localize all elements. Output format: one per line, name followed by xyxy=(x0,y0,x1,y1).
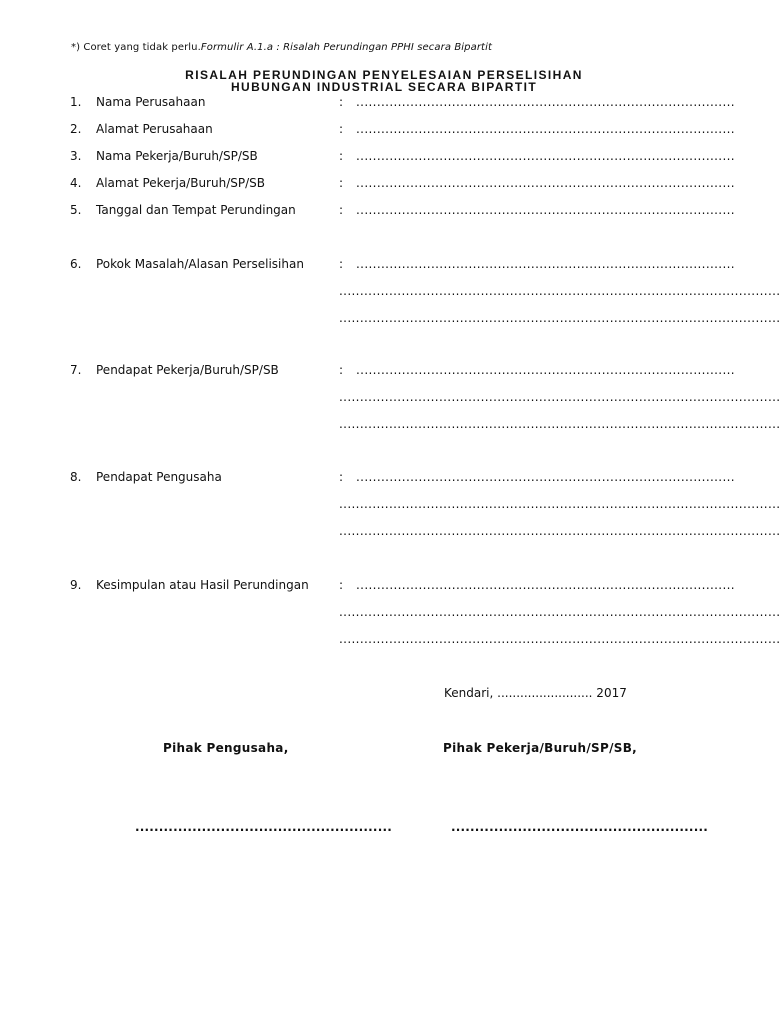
field-colon: : xyxy=(339,578,344,592)
fill-in-line: ........................................................................................... xyxy=(356,203,735,217)
field-colon: : xyxy=(339,363,344,377)
fill-in-line: .......................................................................................................... xyxy=(339,524,780,538)
field-colon: : xyxy=(339,470,344,484)
field-number: 6. xyxy=(70,257,82,271)
field-label: Nama Perusahaan xyxy=(96,95,206,109)
field-label: Tanggal dan Tempat Perundingan xyxy=(96,203,296,217)
worker-signatory-label: Pihak Pekerja/Buruh/SP/SB, xyxy=(443,741,637,755)
field-label: Pendapat Pekerja/Buruh/SP/SB xyxy=(96,363,279,377)
field-colon: : xyxy=(339,149,344,163)
employer-signatory-label: Pihak Pengusaha, xyxy=(163,741,289,755)
fill-in-line: ........................................................................................... xyxy=(356,578,735,592)
fill-in-line: ........................................................................................... xyxy=(356,470,735,484)
worker-signature-line: ...................................................... xyxy=(451,820,708,834)
field-number: 3. xyxy=(70,149,82,163)
field-number: 8. xyxy=(70,470,82,484)
fill-in-line: .......................................................................................................... xyxy=(339,497,780,511)
field-colon: : xyxy=(339,203,344,217)
document-title-line-2: HUBUNGAN INDUSTRIAL SECARA BIPARTIT xyxy=(230,80,538,94)
field-label: Pendapat Pengusaha xyxy=(96,470,222,484)
field-label: Pokok Masalah/Alasan Perselisihan xyxy=(96,257,304,271)
field-colon: : xyxy=(339,176,344,190)
fill-in-line: .......................................................................................................... xyxy=(339,605,780,619)
employer-signature-line: ...................................................... xyxy=(135,820,392,834)
field-label: Alamat Pekerja/Buruh/SP/SB xyxy=(96,176,265,190)
field-number: 1. xyxy=(70,95,82,109)
field-number: 4. xyxy=(70,176,82,190)
field-label: Alamat Perusahaan xyxy=(96,122,213,136)
fill-in-line: ........................................................................................... xyxy=(356,149,735,163)
field-number: 5. xyxy=(70,203,82,217)
form-note xyxy=(71,42,492,53)
fill-in-line: ........................................................................................... xyxy=(356,122,735,136)
note-prefix: *) Coret yang tidak perlu. xyxy=(71,42,201,53)
field-label: Kesimpulan atau Hasil Perundingan xyxy=(96,578,309,592)
field-colon: : xyxy=(339,95,344,109)
document-title-line-1: RISALAH PERUNDINGAN PENYELESAIAN PERSELISIHAN xyxy=(185,68,583,82)
field-number: 2. xyxy=(70,122,82,136)
field-number: 7. xyxy=(70,363,82,377)
field-colon: : xyxy=(339,257,344,271)
place-date: Kendari, ......................... 2017 xyxy=(444,686,627,700)
fill-in-line: ........................................................................................... xyxy=(356,363,735,377)
field-colon: : xyxy=(339,122,344,136)
fill-in-line: ........................................................................................... xyxy=(356,95,735,109)
fill-in-line: .......................................................................................................... xyxy=(339,284,780,298)
field-label: Nama Pekerja/Buruh/SP/SB xyxy=(96,149,258,163)
fill-in-line: .......................................................................................................... xyxy=(339,311,780,325)
fill-in-line: ........................................................................................... xyxy=(356,257,735,271)
note-form-reference: Formulir A.1.a : Risalah Perundingan PPHI secara Bipartit xyxy=(200,42,492,53)
field-number: 9. xyxy=(70,578,82,592)
fill-in-line: ........................................................................................... xyxy=(356,176,735,190)
fill-in-line: .......................................................................................................... xyxy=(339,390,780,404)
fill-in-line: .......................................................................................................... xyxy=(339,632,780,646)
fill-in-line: .......................................................................................................... xyxy=(339,417,780,431)
